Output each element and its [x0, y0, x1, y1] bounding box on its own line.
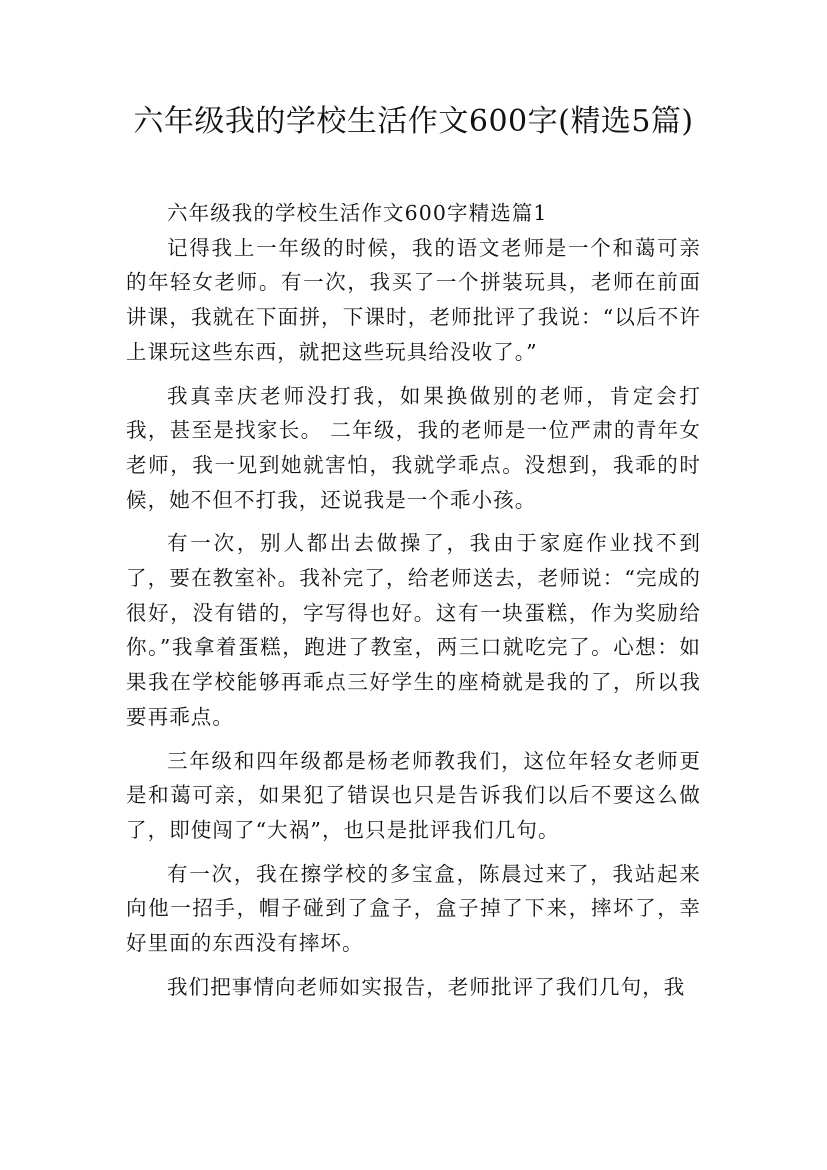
body-paragraph: 我真幸庆老师没打我，如果换做别的老师，肯定会打我，甚至是找家长。 二年级，我的老师是一位严肃的青年女老师，我一见到她就害怕，我就学乖点。没想到，我乖的时候，她不但不打我，还说我是一个乖小孩。 — [126, 383, 701, 512]
body-paragraph: 记得我上一年级的时候，我的语文老师是一个和蔼可亲的年轻女老师。有一次，我买了一个拼装玩具，老师在前面讲课，我就在下面拼，下课时，老师批评了我说：“以后不许上课玩这些东西，就把这些玩具给没收了。” — [126, 235, 701, 364]
section-heading: 六年级我的学校生活作文600字精选篇1 — [167, 201, 548, 225]
body-paragraph: 三年级和四年级都是杨老师教我们，这位年轻女老师更是和蔼可亲，如果犯了错误也只是告诉我们以后不要这么做了，即使闯了“大祸”，也只是批评我们几句。 — [126, 748, 701, 842]
body-paragraph: 有一次，别人都出去做操了，我由于家庭作业找不到了，要在教室补。我补完了，给老师送去，老师说：“完成的很好，没有错的，字写得也好。这有一块蛋糕，作为奖励给你。”我拿着蛋糕，跑进了教室，两三口就吃完了。心想：如果我在学校能够再乖点三好学生的座椅就是我的了，所以我要再乖点。 — [126, 531, 701, 729]
document-title: 六年级我的学校生活作文600字(精选5篇) — [133, 104, 694, 139]
body-paragraph: 我们把事情向老师如实报告，老师批评了我们几句，我 — [167, 974, 686, 999]
document-body — [126, 196, 701, 1004]
body-paragraph: 有一次，我在擦学校的多宝盒，陈晨过来了，我站起来向他一招手，帽子碰到了盒子，盒子掉了下来，摔坏了，幸好里面的东西没有摔坏。 — [126, 861, 701, 956]
